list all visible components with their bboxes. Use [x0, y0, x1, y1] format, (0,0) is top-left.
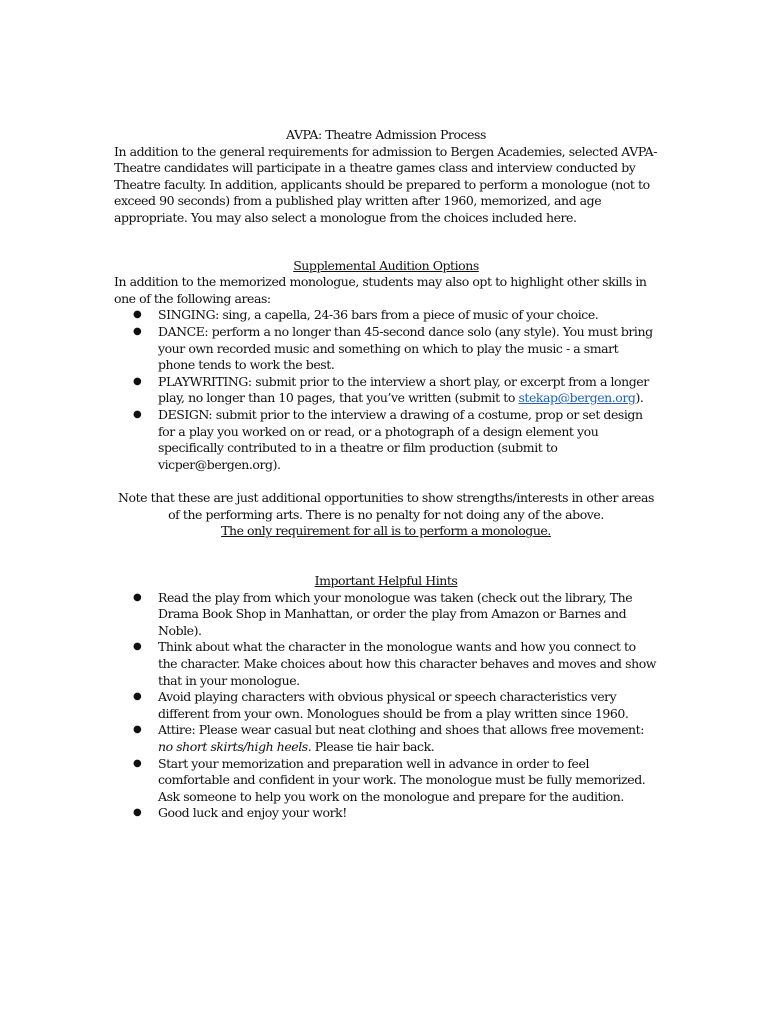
page-title: AVPA: Theatre Admission Process [286, 127, 486, 142]
note-paragraph: Note that these are just additional opportunities to show strengths/interests in other areas of the performing arts. There is no penalty for not doing any of the above. [118, 490, 654, 522]
list-item-text: DESIGN: submit prior to the interview a drawing of a costume, prop or set design for a play you worked on or read, or a photograph of a design element you specifically contributed to in a theatre or film production (submit to vicper@bergen.org). [158, 406, 643, 472]
supplemental-heading: Supplemental Audition Options [293, 257, 479, 273]
list-item-design [114, 407, 658, 473]
list-item-text: PLAYWRITING: submit prior to the interview a short play, or excerpt from a longer play, no longer than 10 pages, that you’ve written (submit to [158, 373, 649, 406]
list-item-attire [114, 722, 658, 755]
list-item-text: Good luck and enjoy your work! [158, 805, 347, 821]
list-item-playwriting [114, 374, 658, 407]
note-requirement: The only requirement for all is to perform a monologue. [221, 523, 551, 539]
email-link-stekap[interactable]: stekap@bergen.org [518, 390, 636, 406]
bullet-icon: ● [133, 375, 142, 387]
list-item-avoid [114, 689, 658, 722]
list-item-text: DANCE: perform a no longer than 45-second dance solo (any style). You must bring your own recorded music and something on which to play the music - a smart phone tends to work the best. [158, 323, 653, 373]
bullet-icon: ● [133, 807, 142, 819]
list-item-text: SINGING: sing, a capella, 24-36 bars from a piece of music of your choice. [158, 307, 599, 323]
supplemental-lead: In addition to the memorized monologue, students may also opt to highlight other skills in one of the following areas: [114, 274, 647, 306]
list-item-text: Start your memorization and preparation well in advance in order to feel comfortable and confident in your work. The monologue must be fully memorized. Ask someone to help you work on the monologue and prepare for the audition. [158, 755, 646, 804]
bullet-icon: ● [133, 641, 142, 653]
spacer [114, 540, 658, 573]
list-item-memorization [114, 756, 658, 806]
hints-heading: Important Helpful Hints [314, 573, 458, 589]
bullet-icon: ● [133, 691, 142, 703]
list-item-good-luck [114, 805, 658, 822]
bullet-icon: ● [133, 757, 142, 769]
intro-paragraph: In addition to the general requirements for admission to Bergen Academies, selected AVPA-Theatre candidates will participate in a theatre games class and interview conducted by Theatre faculty. In addition, applicants should be prepared to perform a monologue (not to exceed 90 seconds) from a published play written after 1960, memorized, and age appropriate. You may also select a monologue from the choices included here. [114, 143, 657, 225]
supplemental-list [114, 307, 658, 473]
spacer [114, 227, 658, 258]
list-item-text-end: Please tie hair back. [311, 739, 435, 754]
list-item-character [114, 639, 658, 689]
list-item-text: Attire: Please wear casual but neat clothing and shoes that allows free movement: [158, 722, 644, 738]
spacer [114, 473, 658, 490]
list-item-singing [114, 307, 658, 324]
bullet-icon: ● [133, 325, 142, 337]
bullet-icon: ● [133, 591, 142, 603]
list-item-text: Read the play from which your monologue was taken (check out the library, The Drama Book Shop in Manhattan, or order the play from Amazon or Barnes and Noble). [158, 589, 633, 638]
list-item-read-play [114, 590, 658, 640]
bullet-icon: ● [133, 408, 142, 420]
document-page [114, 127, 658, 822]
list-item-dance [114, 324, 658, 374]
list-item-text: Think about what the character in the monologue wants and how you connect to the character. Make choices about how this character behaves and moves and show that in your monologue. [158, 639, 657, 688]
hints-list [114, 590, 658, 822]
bullet-icon: ● [133, 309, 142, 321]
list-item-text-end: ). [635, 390, 644, 406]
list-item-italic: no short skirts/high heels. [158, 739, 312, 754]
bullet-icon: ● [133, 724, 142, 736]
list-item-text: Avoid playing characters with obvious physical or speech characteristics very different from your own. Monologues should be from a play written since 1960. [158, 689, 629, 721]
